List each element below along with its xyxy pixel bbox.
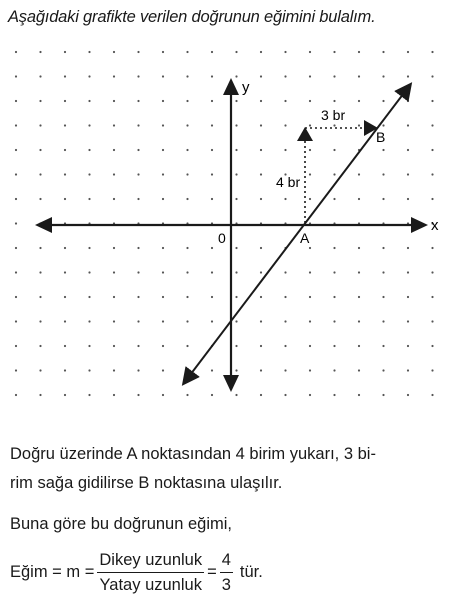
grid-dot [137,271,139,273]
grid-dot [382,149,384,151]
grid-dot [39,75,41,77]
grid-dot [15,320,17,322]
grid-dot [211,149,213,151]
grid-dot [186,75,188,77]
grid-dot [39,124,41,126]
grid-dot [309,51,311,53]
grid-dot [88,75,90,77]
grid-dot [15,271,17,273]
grid-dot [39,296,41,298]
grid-dot [162,173,164,175]
result-denominator: 3 [221,576,231,594]
grid-dot [64,271,66,273]
grid-dot [113,247,115,249]
grid-dot [39,100,41,102]
grid-dot [186,296,188,298]
grid-dot [309,247,311,249]
grid-dot [64,247,66,249]
y-axis-label: y [242,79,250,96]
grid-dot [162,296,164,298]
coordinate-graph [0,40,467,415]
grid-dot [431,369,433,371]
grid-dot [15,296,17,298]
dot-grid [15,51,434,396]
grid-dot [333,124,335,126]
grid-dot [186,369,188,371]
grid-dot [309,320,311,322]
grid-dot [260,149,262,151]
grid-dot [284,345,286,347]
grid-dot [431,320,433,322]
grid-dot [235,75,237,77]
grid-dot [358,345,360,347]
grid-dot [407,100,409,102]
x-axis-label: x [431,217,439,234]
grid-dot [431,100,433,102]
grid-dot [15,198,17,200]
grid-dot [260,124,262,126]
grid-dot [333,198,335,200]
grid-dot [309,345,311,347]
grid-dot [211,124,213,126]
grid-dot [431,124,433,126]
grid-dot [407,394,409,396]
grid-dot [431,345,433,347]
grid-dot [431,51,433,53]
grid-dot [113,149,115,151]
grid-dot [137,345,139,347]
grid-dot [137,51,139,53]
grid-dot [15,51,17,53]
grid-dot [382,369,384,371]
grid-dot [64,51,66,53]
grid-dot [137,75,139,77]
grid-dot [64,75,66,77]
grid-dot [88,124,90,126]
grid-dot [186,345,188,347]
grid-dot [260,394,262,396]
grid-dot [64,173,66,175]
grid-dot [382,320,384,322]
x-axis-left-arrow [35,217,52,233]
grid-dot [137,296,139,298]
grid-dot [333,369,335,371]
grid-dot [64,149,66,151]
grid-dot [431,271,433,273]
grid-dot [64,100,66,102]
grid-dot [358,173,360,175]
grid-dot [309,124,311,126]
grid-dot [88,51,90,53]
grid-dot [88,198,90,200]
grid-dot [260,247,262,249]
grid-dot [358,198,360,200]
grid-dot [309,100,311,102]
grid-dot [162,100,164,102]
grid-dot [162,51,164,53]
grid-dot [284,51,286,53]
fraction-denominator: Yatay uzunluk [99,576,202,594]
grid-dot [309,369,311,371]
grid-dot [162,198,164,200]
grid-dot [64,394,66,396]
grid-dot [137,247,139,249]
grid-dot [309,271,311,273]
grid-dot [407,75,409,77]
grid-dot [407,369,409,371]
rise-label: 4 br [276,174,301,190]
result-numerator: 4 [220,550,233,573]
grid-dot [260,198,262,200]
grid-dot [113,100,115,102]
grid-dot [88,394,90,396]
grid-dot [88,369,90,371]
grid-dot [88,173,90,175]
grid-dot [333,394,335,396]
grid-dot [211,247,213,249]
grid-dot [137,149,139,151]
grid-dot [211,394,213,396]
heading: Aşağıdaki grafikte verilen doğrunun eğimini bulalım. [8,8,376,26]
formula-lhs: Eğim = m = [10,563,95,581]
grid-dot [15,100,17,102]
fraction-numerator: Dikey uzunluk [97,550,204,573]
grid-dot [88,100,90,102]
grid-dot [284,149,286,151]
grid-dot [382,247,384,249]
grid-dot [358,75,360,77]
grid-dot [284,124,286,126]
grid-dot [358,296,360,298]
grid-dot [382,51,384,53]
grid-dot [407,345,409,347]
grid-dot [88,296,90,298]
grid-dot [309,173,311,175]
grid-dot [382,124,384,126]
y-axis-top-arrow [223,78,239,95]
grid-dot [431,247,433,249]
grid-dot [358,394,360,396]
grid-dot [407,296,409,298]
grid-dot [382,198,384,200]
grid-dot [162,149,164,151]
grid-dot [284,75,286,77]
grid-dot [260,173,262,175]
grid-dot [15,149,17,151]
grid-dot [333,271,335,273]
grid-dot [382,173,384,175]
grid-dot [211,51,213,53]
grid-dot [235,271,237,273]
grid-dot [260,369,262,371]
grid-dot [64,320,66,322]
formula-suffix: tür. [239,563,263,581]
grid-dot [260,75,262,77]
grid-dot [211,198,213,200]
grid-dot [260,51,262,53]
grid-dot [186,271,188,273]
grid-dot [235,345,237,347]
grid-dot [88,345,90,347]
ratio-fraction [97,550,204,595]
point-a-label: A [300,230,310,246]
grid-dot [431,296,433,298]
grid-dot [39,271,41,273]
grid-dot [186,394,188,396]
slope-formula [10,550,263,595]
grid-dot [137,124,139,126]
grid-dot [407,198,409,200]
grid-dot [235,247,237,249]
grid-dot [407,124,409,126]
grid-dot [186,247,188,249]
grid-dot [358,51,360,53]
grid-dot [333,247,335,249]
grid-dot [382,75,384,77]
grid-dot [309,198,311,200]
grid-dot [39,247,41,249]
grid-dot [309,149,311,151]
grid-dot [162,247,164,249]
grid-dot [113,51,115,53]
grid-dot [113,394,115,396]
grid-dot [333,345,335,347]
explanation-paragraph [10,440,460,498]
grid-dot [162,394,164,396]
grid-dot [260,271,262,273]
grid-dot [431,198,433,200]
grid-dot [39,369,41,371]
grid-dot [39,320,41,322]
grid-dot [235,320,237,322]
grid-dot [113,271,115,273]
grid-dot [211,271,213,273]
grid-dot [113,173,115,175]
grid-dot [309,296,311,298]
grid-dot [186,198,188,200]
grid-dot [358,124,360,126]
rise-arrow-head [297,127,313,141]
grid-dot [211,100,213,102]
grid-dot [431,173,433,175]
grid-dot [137,320,139,322]
grid-dot [64,124,66,126]
grid-dot [260,100,262,102]
grid-dot [88,320,90,322]
grid-dot [358,100,360,102]
grid-dot [88,271,90,273]
grid-dot [382,271,384,273]
grid-dot [39,394,41,396]
grid-dot [284,100,286,102]
grid-dot [333,75,335,77]
grid-dot [113,320,115,322]
grid-dot [39,345,41,347]
grid-dot [186,100,188,102]
grid-dot [64,198,66,200]
grid-dot [235,369,237,371]
result-fraction [220,550,233,595]
grid-dot [39,173,41,175]
grid-dot [211,320,213,322]
run-label: 3 br [321,107,346,123]
grid-dot [382,100,384,102]
grid-dot [186,173,188,175]
grid-dot [407,173,409,175]
grid-dot [333,173,335,175]
y-axis-bottom-arrow [223,375,239,392]
grid-dot [407,149,409,151]
grid-dot [284,320,286,322]
grid-dot [211,173,213,175]
origin-label: 0 [218,230,226,246]
grid-dot [162,320,164,322]
grid-dot [235,198,237,200]
grid-dot [137,173,139,175]
grid-dot [39,149,41,151]
x-axis-right-arrow [411,217,428,233]
grid-dot [137,369,139,371]
grid-dot [407,51,409,53]
grid-dot [235,124,237,126]
grid-dot [309,394,311,396]
grid-dot [284,394,286,396]
grid-dot [113,369,115,371]
grid-dot [358,369,360,371]
formula-equals: = [207,563,217,581]
grid-dot [137,198,139,200]
grid-dot [113,198,115,200]
grid-dot [309,75,311,77]
grid-dot [407,320,409,322]
grid-dot [260,345,262,347]
grid-dot [382,394,384,396]
grid-dot [235,296,237,298]
grid-dot [211,369,213,371]
grid-dot [64,345,66,347]
grid-dot [113,345,115,347]
grid-dot [260,320,262,322]
grid-dot [162,271,164,273]
grid-dot [284,271,286,273]
grid-dot [407,271,409,273]
grid-dot [333,296,335,298]
grid-dot [162,75,164,77]
grid-dot [15,247,17,249]
grid-dot [382,296,384,298]
grid-dot [284,296,286,298]
grid-dot [64,296,66,298]
grid-dot [407,247,409,249]
grid-dot [15,124,17,126]
grid-dot [333,51,335,53]
grid-dot [162,124,164,126]
grid-dot [333,320,335,322]
point-b-label: B [376,129,386,145]
grid-dot [358,247,360,249]
grid-dot [15,345,17,347]
grid-dot [186,51,188,53]
grid-dot [333,149,335,151]
grid-dot [235,149,237,151]
grid-dot [211,75,213,77]
grid-dot [333,100,335,102]
grid-dot [382,345,384,347]
grid-dot [15,75,17,77]
grid-dot [162,345,164,347]
grid-dot [186,124,188,126]
explanation-line-2: rim sağa gidilirse B noktasına ulaşılır. [10,474,283,492]
grid-dot [284,369,286,371]
grid-dot [15,369,17,371]
grid-dot [137,100,139,102]
grid-dot [113,124,115,126]
grid-dot [113,75,115,77]
grid-dot [431,75,433,77]
grid-dot [39,51,41,53]
grid-dot [358,320,360,322]
grid-dot [431,394,433,396]
explanation-line-1: Doğru üzerinde A noktasından 4 birim yukarı, 3 bi- [10,445,376,463]
grid-dot [64,369,66,371]
grid-dot [15,173,17,175]
grid-dot [39,198,41,200]
grid-dot [186,149,188,151]
grid-dot [137,394,139,396]
grid-dot [260,296,262,298]
grid-dot [15,394,17,396]
conclusion-text: Buna göre bu doğrunun eğimi, [10,515,232,533]
grid-dot [235,394,237,396]
grid-dot [235,173,237,175]
grid-dot [235,51,237,53]
grid-dot [431,149,433,151]
grid-dot [162,369,164,371]
grid-dot [358,271,360,273]
grid-dot [235,100,237,102]
grid-dot [15,222,17,224]
grid-dot [113,296,115,298]
grid-dot [88,247,90,249]
grid-dot [88,149,90,151]
grid-dot [186,320,188,322]
grid-dot [211,296,213,298]
grid-dot [284,198,286,200]
